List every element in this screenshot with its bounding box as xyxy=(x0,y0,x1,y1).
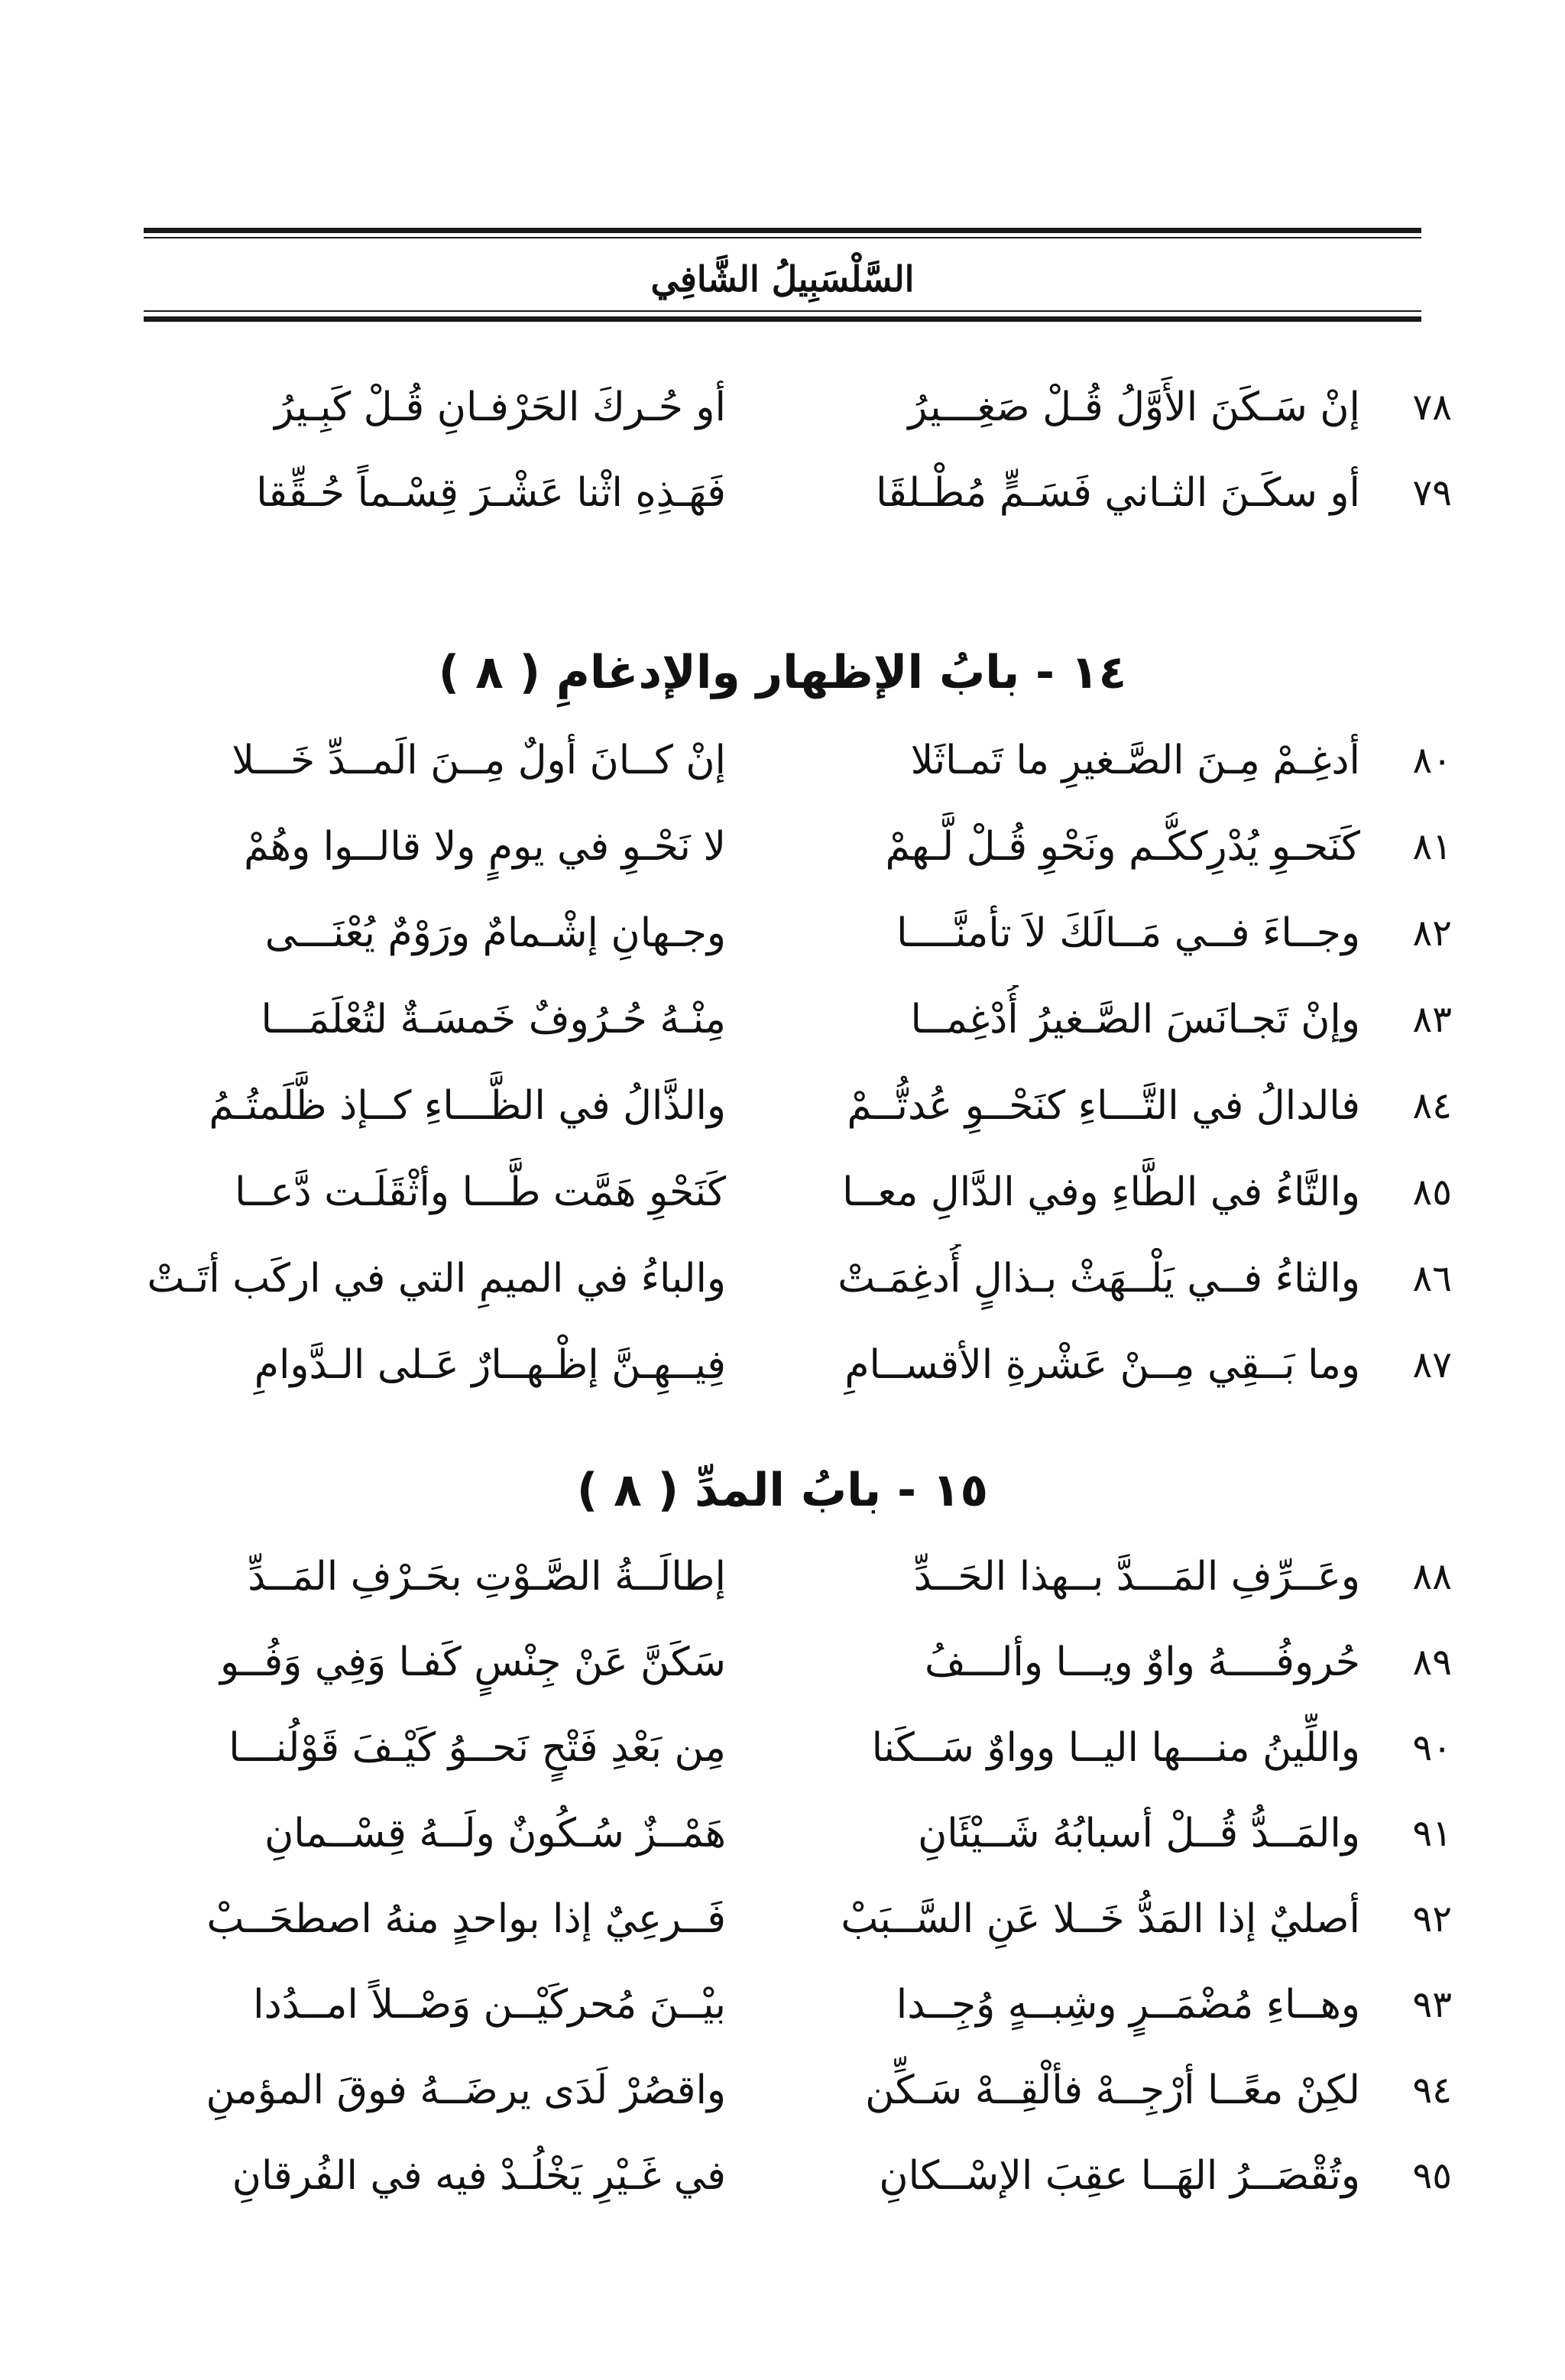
verse-number: ٩٤ xyxy=(1412,2069,1452,2112)
verse-second-hemistich: إنْ كــانَ أولٌ مِــنَ الَمــدِّ خَـــلا xyxy=(232,738,726,783)
verse-second-hemistich: سَكَنَّ عَنْ جِنْسٍ كَفـا وَفِي وَفُــو xyxy=(219,1639,726,1685)
verse-number: ٨٧ xyxy=(1412,1344,1452,1386)
verse-first-hemistich: والمَــدُّ قُــلْ أسبابُهُ شَــيْئَانِ xyxy=(918,1811,1360,1856)
verse-number: ٧٨ xyxy=(1412,386,1452,429)
verse-second-hemistich: هَمْــزٌ سُـكُونٌ ولَــهُ قِسْــمانِ xyxy=(264,1811,726,1856)
verse-row xyxy=(115,1628,1452,1697)
verse-number: ٩٠ xyxy=(1412,1727,1452,1769)
chapter-title: ١٤ - بابُ الإظهار والإدغامِ ( ٨ ) xyxy=(438,646,1127,699)
verse-row xyxy=(115,1714,1452,1782)
verse-second-hemistich: أو حُـركَ الحَرْفـانِ قُـلْ كَبِـيرُ xyxy=(274,384,726,430)
verse-number: ٨٥ xyxy=(1412,1171,1452,1214)
verse-second-hemistich: وجـهانِ إشْـمامٌ ورَوْمٌ يُعْنَـــى xyxy=(264,910,726,956)
verse-first-hemistich: وما بَــقِي مِــنْ عَشْرةِ الأقســامِ xyxy=(844,1342,1360,1388)
verse-number: ٩٥ xyxy=(1412,2155,1452,2197)
verse-row xyxy=(115,726,1452,795)
verse-number: ٨٢ xyxy=(1412,912,1452,955)
verse-second-hemistich: مِنْـهُ حُـرُوفٌ خَمسَـةٌ لتُعْلَمَـــا xyxy=(261,997,726,1042)
verse-number: ٨٣ xyxy=(1412,998,1452,1041)
verse-first-hemistich: وإنْ تَجـانَسَ الصَّـغيرُ أُدْغِمــا xyxy=(910,997,1360,1042)
header-rule-bottom-thick xyxy=(144,316,1421,322)
verse-first-hemistich: فالدالُ في التَّـــاءِ كنَحْــوِ عُدتُّــمْ xyxy=(847,1083,1360,1129)
verse-second-hemistich: إطالَــةُ الصَّـوْتِ بحَـرْفِ المَــدِّ xyxy=(248,1554,726,1600)
verse-first-hemistich: لكِنْ معًــا أرْجِــهْ فألْقِــهْ سَـكِّن xyxy=(865,2067,1360,2113)
verse-first-hemistich: أو سكَـنَ الثـاني فَسَـمٍّ مُطْـلقَا xyxy=(876,470,1360,516)
verse-first-hemistich: والتَّاءُ في الطَّاءِ وفي الدَّالِ معــا xyxy=(842,1169,1360,1215)
verse-second-hemistich: والباءُ في الميمِ التي في اركَب أتَـتْ xyxy=(147,1256,726,1302)
verse-number: ٨٤ xyxy=(1412,1085,1452,1127)
verse-second-hemistich: واقصُرْ لَدَى يرضَــهُ فوقَ المؤمنِ xyxy=(206,2067,726,2113)
verse-row xyxy=(115,1158,1452,1227)
verse-second-hemistich: والذَّالُ في الظَّـــاءِ كــإذ ظَّلَمتُـمُ xyxy=(209,1083,726,1129)
verse-second-hemistich: بيْــنَ مُحركَيْــن وَصْــلاً امــدُدا xyxy=(253,1982,726,2028)
verse-number: ٨٨ xyxy=(1412,1555,1452,1598)
verse-first-hemistich: حُروفُــــهُ واوٌ ويـــا وألـــفُ xyxy=(925,1639,1360,1685)
running-title: السَّلْسَبِيلُ الشَّافِي xyxy=(650,258,915,300)
verse-row xyxy=(115,1331,1452,1399)
verse-number: ٨٦ xyxy=(1412,1257,1452,1300)
verse-first-hemistich: وهــاءِ مُضْمَــرٍ وشِبــهٍ وُجِــدا xyxy=(896,1982,1360,2028)
verse-row xyxy=(115,1542,1452,1611)
header-rule-top-thick xyxy=(144,228,1421,233)
verse-row xyxy=(115,2056,1452,2125)
verse-second-hemistich: في غَـيْرِ يَخْلُـدْ فيه في الفُرقانِ xyxy=(232,2153,726,2199)
verse-second-hemistich: فِيــهِـنَّ إظْـهــارٌ عَـلى الـدَّوامِ xyxy=(254,1342,726,1388)
verse-first-hemistich: إنْ سَـكَنَ الأَوَّلُ قُـلْ صَغِـــيرُ xyxy=(908,384,1360,430)
verse-row xyxy=(115,1885,1452,1954)
verse-number: ٨١ xyxy=(1412,825,1452,868)
verse-row xyxy=(115,2142,1452,2210)
verse-first-hemistich: واللِّينُ منـــها اليــا وواوٌ سَــكَنا xyxy=(871,1725,1360,1771)
verse-row xyxy=(115,812,1452,881)
verse-second-hemistich: لا نَحْـوِ في يومٍ ولا قالــوا وهُمْ xyxy=(244,824,726,870)
verse-row xyxy=(115,1970,1452,2039)
verse-first-hemistich: وجــاءَ فــي مَــالَكَ لاَ تأمنَّــــا xyxy=(896,910,1360,956)
verse-row xyxy=(115,899,1452,968)
verse-first-hemistich: كَنَحـوِ يُدْرِككُّـم ونَحْوِ قُـلْ لَّـهمْ xyxy=(885,824,1360,870)
header-rule-bottom-thin xyxy=(144,310,1421,312)
verse-second-hemistich: كَنَحْوِ هَمَّت طَّـــا وأثْقَلَـت دَّعــا xyxy=(235,1169,726,1215)
verse-row xyxy=(115,373,1452,442)
verse-row xyxy=(115,1244,1452,1313)
verse-first-hemistich: أدغِـمْ مِـنَ الصَّـغيرِ ما تَمـاثَلا xyxy=(910,738,1360,783)
verse-number: ٩٣ xyxy=(1412,1983,1452,2026)
verse-row xyxy=(115,1072,1452,1140)
verse-second-hemistich: فَــرعِيٌ إذا بواحدٍ منهُ اصطحَــبْ xyxy=(206,1896,726,1942)
verse-row xyxy=(115,985,1452,1054)
verse-first-hemistich: أصليٌ إذا المَدُّ خَــلا عَنِ السَّــبَبْ xyxy=(841,1896,1360,1942)
verse-number: ٨٠ xyxy=(1412,739,1452,782)
verse-number: ٨٩ xyxy=(1412,1641,1452,1684)
verse-first-hemistich: وتُقْصَــرُ الهَــا عقِبَ الإسْــكانِ xyxy=(879,2153,1360,2199)
chapter-title: ١٥ - بابُ المدِّ ( ٨ ) xyxy=(576,1464,989,1517)
header-rule-top-thin xyxy=(144,237,1421,238)
verse-first-hemistich: والثاءُ فــي يَلْــهَثْ بـذالٍ أُدغِمَـتْ xyxy=(838,1256,1360,1302)
verse-row xyxy=(115,459,1452,527)
verse-first-hemistich: وعَــرِّفِ المَـــدَّ بــهذا الحَــدِّ xyxy=(913,1554,1360,1600)
verse-second-hemistich: فَهَـذِهِ اثْنا عَشْـرَ قِسْـماً حُـقِّقا xyxy=(256,470,726,516)
verse-second-hemistich: مِن بَعْدِ فَتْحٍ نَحــوُ كَيْـفَ قَوْلُنـــا xyxy=(228,1725,726,1771)
verse-number: ٩٢ xyxy=(1412,1898,1452,1941)
verse-number: ٧٩ xyxy=(1412,472,1452,514)
verse-row xyxy=(115,1799,1452,1868)
verse-number: ٩١ xyxy=(1412,1812,1452,1855)
